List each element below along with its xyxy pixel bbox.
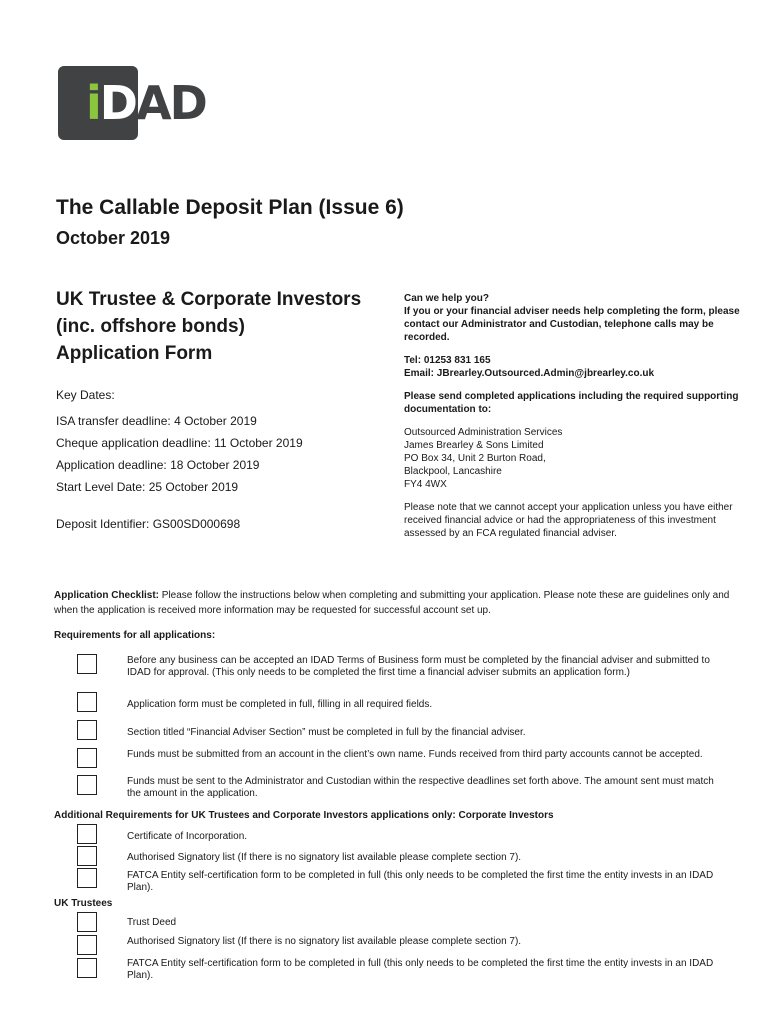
trustee-item: FATCA Entity self-certification form to be completed in full (this only needs to be completed the first time the entity invests in an IDAD Plan). <box>127 958 714 981</box>
checkbox-trust-3[interactable] <box>77 958 97 978</box>
application-deadline: Application deadline: 18 October 2019 <box>56 458 260 472</box>
idad-logo <box>58 66 208 142</box>
postal-address: Outsourced Administration Services James Brearley & Sons Limited PO Box 34, Unit 2 Burton Road, Blackpool, Lancashire FY4 4WX <box>404 427 563 490</box>
checkbox-corp-3[interactable] <box>77 868 97 888</box>
page-title: The Callable Deposit Plan (Issue 6) <box>56 196 404 219</box>
checkbox-req-1[interactable] <box>77 654 97 674</box>
requirement-item: Funds must be submitted from an account in the client’s own name. Funds received from third party accounts cannot be accepted. <box>127 749 703 760</box>
corporate-item: FATCA Entity self-certification form to be completed in full (this only needs to be completed the first time the entity invests in an IDAD Plan). <box>127 870 714 893</box>
trustee-item: Trust Deed <box>127 917 177 928</box>
key-dates: Key Dates: ISA transfer deadline: 4 October 2019 Cheque application deadline: 11 October 2019 Application deadline: 18 October 2019 Start Level Date: 25 October 2019 <box>56 388 303 498</box>
issue-date: October 2019 <box>56 228 171 248</box>
checkbox-trust-2[interactable] <box>77 935 97 955</box>
requirement-item: Section titled “Financial Adviser Section” must be completed in full by the financial adviser. <box>127 727 526 738</box>
isa-deadline: ISA transfer deadline: 4 October 2019 <box>56 414 257 428</box>
requirement-item: Funds must be sent to the Administrator and Custodian within the respective deadlines set forth above. The amount sent must match the amount in the application. <box>127 776 714 799</box>
corporate-item: Certificate of Incorporation. <box>127 831 248 842</box>
checkbox-trust-1[interactable] <box>77 912 97 932</box>
checkbox-req-4[interactable] <box>77 748 97 768</box>
help-panel: Can we help you? If you or your financial adviser needs help completing the form, please contact our Administrator and Custodian, telephone calls may be recorded. Tel: 01253 831 165 Email: JBrearley.Outsourced.Admin@jbrearley.co.uk Please send completed applications including the required supporting documentation to: Outsourced Administration Services James Brearley & Sons Limited PO Box 34, Unit 2 Burton Road, Blackpool, Lancashire FY4 4WX Please note that we cannot accept your application unless you have either received financial advice or had the appropriateness of this investment assessed by an FCA regulated financial adviser. <box>404 292 744 540</box>
checkbox-corp-1[interactable] <box>77 824 97 844</box>
requirements-heading: Requirements for all applications: <box>54 630 216 641</box>
uk-trustees-heading: UK Trustees <box>54 898 113 909</box>
advice-note: Please note that we cannot accept your application unless you have either received financial advice or had the appropriateness of this investment assessed by an FCA regulated financial adviser. <box>404 502 733 539</box>
checkbox-corp-2[interactable] <box>77 846 97 866</box>
checkbox-req-3[interactable] <box>77 720 97 740</box>
requirement-item: Application form must be completed in full, filling in all required fields. <box>127 699 433 710</box>
requirement-item: Before any business can be accepted an IDAD Terms of Business form must be completed by the financial adviser and submitted to IDAD for approval. (This only needs to be completed the first time a financial adviser submits an application form.) <box>127 655 710 678</box>
application-checklist: Application Checklist: Please follow the instructions below when completing and submitting your application. Please note these are guidelines only and when the application is received more information may be requested for successful account set up. <box>54 590 730 616</box>
cheque-deadline: Cheque application deadline: 11 October 2019 <box>56 436 303 450</box>
corporate-item: Authorised Signatory list (If there is no signatory list available please complete section 7). <box>127 852 522 863</box>
start-level-date: Start Level Date: 25 October 2019 <box>56 480 239 494</box>
checkbox-req-5[interactable] <box>77 775 97 795</box>
deposit-identifier: Deposit Identifier: GS00SD000698 <box>56 517 241 531</box>
form-heading: UK Trustee & Corporate Investors (inc. offshore bonds) Application Form <box>56 289 362 364</box>
additional-requirements-heading: Additional Requirements for UK Trustees and Corporate Investors applications only: Corporate Investors <box>54 810 554 821</box>
logo-wordmark: iDAD <box>86 76 206 130</box>
checkbox-req-2[interactable] <box>77 692 97 712</box>
trustee-item: Authorised Signatory list (If there is no signatory list available please complete section 7). <box>127 936 522 947</box>
